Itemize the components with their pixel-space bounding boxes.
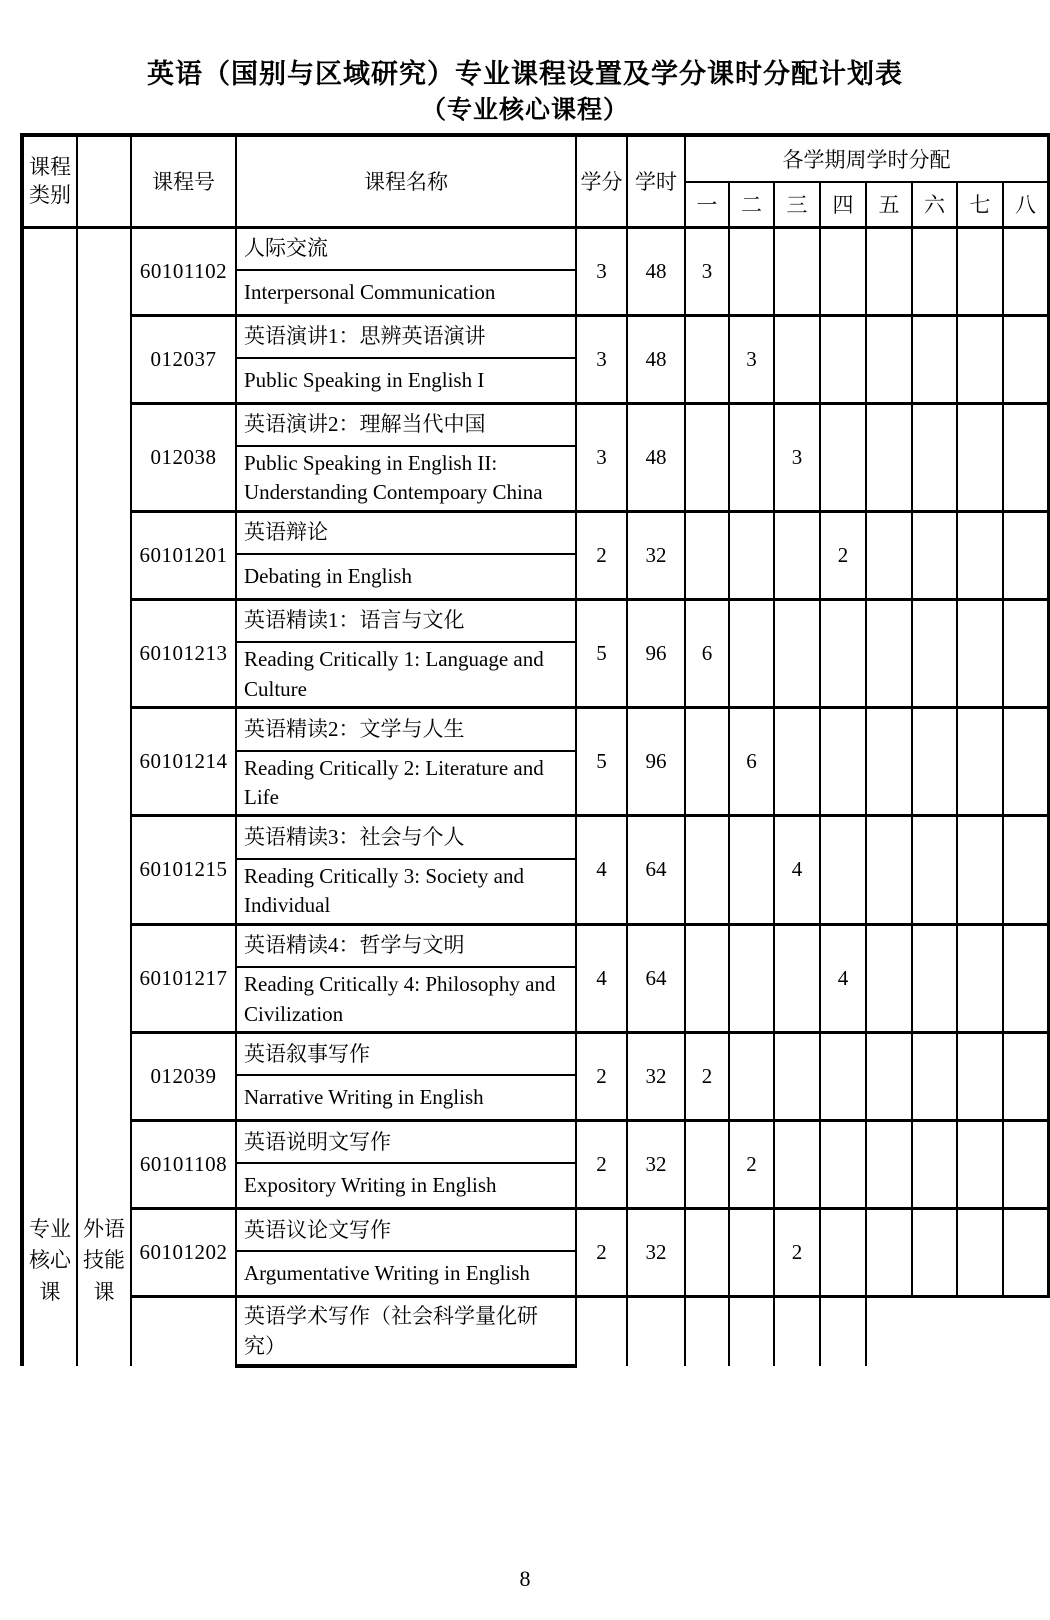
- sem-5-cell: [866, 511, 912, 599]
- credits-cell: 2: [576, 1120, 627, 1208]
- header-sem-4: 四: [820, 182, 866, 227]
- sem-6-cell: [912, 1120, 957, 1208]
- sem-8-cell: [1003, 511, 1049, 599]
- sem-3-cell: 3: [774, 403, 820, 511]
- course-no-cell: 60101202: [131, 1208, 236, 1296]
- sem-5-cell: [866, 1120, 912, 1208]
- sem-4-cell: [820, 1208, 866, 1296]
- sem-5-cell: [866, 599, 912, 707]
- hours-cell: [627, 1296, 685, 1366]
- course-table-header: [22, 135, 1049, 227]
- sem-6-cell: [912, 816, 957, 924]
- sem-8-cell: [1003, 315, 1049, 403]
- page-title: 英语（国别与区域研究）专业课程设置及学分课时分配计划表: [147, 59, 903, 89]
- sem-5-cell: [866, 816, 912, 924]
- header-course-no: 课程号: [131, 135, 236, 227]
- course-name-zh: 英语说明文写作: [236, 1120, 576, 1163]
- sem-8-cell: [1003, 403, 1049, 511]
- sem-5-cell: [866, 315, 912, 403]
- header-sem-6: 六: [912, 182, 957, 227]
- sem-1-cell: [685, 403, 729, 511]
- sem-6-cell: [912, 1208, 957, 1296]
- sem-1-cell: [685, 1120, 729, 1208]
- sem-6-cell: [912, 1032, 957, 1120]
- course-name-zh: 英语演讲1：思辨英语演讲: [236, 315, 576, 358]
- header-hours: 学时: [627, 135, 685, 227]
- sem-2-cell: 2: [729, 1120, 774, 1208]
- sem-8-cell: [1003, 599, 1049, 707]
- sem-4-cell: [820, 227, 866, 315]
- sem-2-cell: [729, 403, 774, 511]
- sem-5-cell: [866, 227, 912, 315]
- sem-4-cell: 4: [820, 924, 866, 1032]
- hours-cell: 48: [627, 227, 685, 315]
- course-row: [22, 511, 1049, 554]
- header-subcategory: [77, 135, 131, 227]
- course-row: [22, 1208, 1049, 1251]
- sem-1-cell: 6: [685, 599, 729, 707]
- sem-7-cell: [957, 708, 1003, 816]
- sem-8-cell: [1003, 1032, 1049, 1120]
- course-row: [22, 403, 1049, 446]
- course-row: [22, 708, 1049, 751]
- sem-4-cell: [820, 1120, 866, 1208]
- course-no-cell: 60101217: [131, 924, 236, 1032]
- header-category: [22, 135, 77, 227]
- sem-3-cell: 4: [774, 816, 820, 924]
- credits-cell: 2: [576, 1032, 627, 1120]
- credits-cell: 5: [576, 599, 627, 707]
- sem-3-cell: [774, 511, 820, 599]
- course-row: [22, 1032, 1049, 1075]
- hours-cell: 32: [627, 1208, 685, 1296]
- sem-3-cell: [774, 599, 820, 707]
- category-sub-cell: [77, 227, 131, 1366]
- category-main-cell: [22, 227, 77, 1366]
- course-name-en: Public Speaking in English II: Understanding Contempoary China: [236, 446, 576, 511]
- sem-2-cell: [729, 924, 774, 1032]
- hours-cell: 48: [627, 403, 685, 511]
- sem-5-cell: [866, 708, 912, 816]
- course-name-en: Reading Critically 1: Language and Culture: [236, 642, 576, 707]
- course-row-partial: [22, 1296, 1049, 1366]
- hours-cell: 32: [627, 1032, 685, 1120]
- course-no-cell: 012039: [131, 1032, 236, 1120]
- sem-7-cell: [957, 1296, 1003, 1366]
- sem-3-cell: [774, 1296, 820, 1366]
- course-name-zh: 英语精读3：社会与个人: [236, 816, 576, 859]
- header-sem-8: 八: [1003, 182, 1049, 227]
- category-main-label: 专业核心课: [29, 1216, 71, 1304]
- credits-cell: 3: [576, 403, 627, 511]
- sem-8-cell: [1003, 1120, 1049, 1208]
- sem-2-cell: [729, 1208, 774, 1296]
- sem-4-cell: 2: [820, 511, 866, 599]
- sem-7-cell: [957, 599, 1003, 707]
- course-no-cell: 60101102: [131, 227, 236, 315]
- sem-3-cell: [774, 924, 820, 1032]
- sem-2-cell: 6: [729, 708, 774, 816]
- category-sub-label: 外语技能课: [83, 1216, 125, 1304]
- hours-cell: 64: [627, 816, 685, 924]
- course-name-zh: 英语精读1：语言与文化: [236, 599, 576, 642]
- course-name-en: Interpersonal Communication: [236, 270, 576, 315]
- course-name-zh: 人际交流: [236, 227, 576, 270]
- sem-8-cell: [1003, 227, 1049, 315]
- course-row: [22, 227, 1049, 270]
- header-sem-2: 二: [729, 182, 774, 227]
- sem-3-cell: 2: [774, 1208, 820, 1296]
- sem-3-cell: [774, 315, 820, 403]
- sem-2-cell: [729, 511, 774, 599]
- sem-1-cell: [685, 816, 729, 924]
- sem-1-cell: [685, 708, 729, 816]
- credits-cell: 2: [576, 1208, 627, 1296]
- credits-cell: 4: [576, 924, 627, 1032]
- sem-6-cell: [912, 924, 957, 1032]
- sem-3-cell: [774, 1032, 820, 1120]
- course-name-zh: 英语演讲2：理解当代中国: [236, 403, 576, 446]
- sem-1-cell: 3: [685, 227, 729, 315]
- course-name-en: Expository Writing in English: [236, 1163, 576, 1208]
- course-row: [22, 315, 1049, 358]
- sem-2-cell: [729, 227, 774, 315]
- header-semester-group: 各学期周学时分配: [685, 135, 1049, 182]
- header-sem-3: 三: [774, 182, 820, 227]
- sem-6-cell: [912, 511, 957, 599]
- sem-2-cell: [729, 816, 774, 924]
- sem-6-cell: [912, 1296, 957, 1366]
- course-name-zh: 英语精读2：文学与人生: [236, 708, 576, 751]
- page-subtitle: （专业核心课程）: [420, 97, 629, 124]
- sem-4-cell: [820, 1296, 866, 1366]
- sem-7-cell: [957, 924, 1003, 1032]
- sem-7-cell: [957, 1120, 1003, 1208]
- sem-8-cell: [1003, 1208, 1049, 1296]
- course-no-cell: 60101108: [131, 1120, 236, 1208]
- sem-7-cell: [957, 511, 1003, 599]
- credits-cell: 4: [576, 816, 627, 924]
- sem-5-cell: [866, 1208, 912, 1296]
- hours-cell: 64: [627, 924, 685, 1032]
- sem-5-cell: [866, 1032, 912, 1120]
- course-row: [22, 924, 1049, 967]
- sem-8-cell: [1003, 924, 1049, 1032]
- header-sem-5: 五: [866, 182, 912, 227]
- course-no-cell: 60101201: [131, 511, 236, 599]
- sem-1-cell: [685, 315, 729, 403]
- course-name-zh: 英语议论文写作: [236, 1208, 576, 1251]
- sem-2-cell: 3: [729, 315, 774, 403]
- sem-4-cell: [820, 599, 866, 707]
- course-name-zh: 英语辩论: [236, 511, 576, 554]
- credits-cell: 3: [576, 227, 627, 315]
- sem-8-cell: [1003, 708, 1049, 816]
- sem-7-cell: [957, 227, 1003, 315]
- header-sem-1: 一: [685, 182, 729, 227]
- course-name-zh: 英语叙事写作: [236, 1032, 576, 1075]
- sem-1-cell: [685, 1296, 729, 1366]
- sem-2-cell: [729, 1032, 774, 1120]
- sem-1-cell: [685, 924, 729, 1032]
- sem-4-cell: [820, 403, 866, 511]
- course-no-cell: 012037: [131, 315, 236, 403]
- credits-cell: 3: [576, 315, 627, 403]
- sem-5-cell: [866, 924, 912, 1032]
- sem-4-cell: [820, 1032, 866, 1120]
- sem-4-cell: [820, 708, 866, 816]
- sem-3-cell: [774, 227, 820, 315]
- course-name-en: Narrative Writing in English: [236, 1075, 576, 1120]
- hours-cell: 48: [627, 315, 685, 403]
- sem-5-cell: [866, 1296, 912, 1366]
- page-number: 8: [519, 1566, 531, 1591]
- header-category-label: 课程类别: [29, 154, 71, 208]
- sem-1-cell: [685, 1208, 729, 1296]
- sem-7-cell: [957, 1208, 1003, 1296]
- course-no-cell: 012038: [131, 403, 236, 511]
- credits-cell: 5: [576, 708, 627, 816]
- hours-cell: 32: [627, 511, 685, 599]
- sem-6-cell: [912, 599, 957, 707]
- hours-cell: 96: [627, 599, 685, 707]
- course-no-cell: [131, 1296, 236, 1366]
- sem-7-cell: [957, 315, 1003, 403]
- sem-6-cell: [912, 403, 957, 511]
- sem-7-cell: [957, 403, 1003, 511]
- credits-cell: [576, 1296, 627, 1366]
- sem-1-cell: 2: [685, 1032, 729, 1120]
- credits-cell: 2: [576, 511, 627, 599]
- course-row: [22, 1120, 1049, 1163]
- sem-3-cell: [774, 708, 820, 816]
- course-row: [22, 599, 1049, 642]
- sem-3-cell: [774, 1120, 820, 1208]
- sem-4-cell: [820, 315, 866, 403]
- course-no-cell: 60101214: [131, 708, 236, 816]
- sem-4-cell: [820, 816, 866, 924]
- course-name-zh: 英语精读4：哲学与文明: [236, 924, 576, 967]
- course-no-cell: 60101213: [131, 599, 236, 707]
- course-table-body: [22, 227, 1049, 1366]
- header-sem-7: 七: [957, 182, 1003, 227]
- sem-6-cell: [912, 708, 957, 816]
- sem-7-cell: [957, 1032, 1003, 1120]
- sem-7-cell: [957, 816, 1003, 924]
- sem-2-cell: [729, 599, 774, 707]
- course-row: [22, 816, 1049, 859]
- course-name-en: Public Speaking in English I: [236, 358, 576, 403]
- course-name-en: Reading Critically 2: Literature and Life: [236, 751, 576, 816]
- course-table: [20, 133, 1050, 1368]
- course-no-cell: 60101215: [131, 816, 236, 924]
- sem-5-cell: [866, 403, 912, 511]
- course-name-en: Reading Critically 3: Society and Individual: [236, 859, 576, 924]
- course-name-zh: [236, 1296, 576, 1366]
- header-credits: 学分: [576, 135, 627, 227]
- header-course-name: 课程名称: [236, 135, 576, 227]
- course-name-en: Debating in English: [236, 554, 576, 599]
- hours-cell: 96: [627, 708, 685, 816]
- sem-1-cell: [685, 511, 729, 599]
- sem-6-cell: [912, 315, 957, 403]
- sem-2-cell: [729, 1296, 774, 1366]
- course-name-en: Reading Critically 4: Philosophy and Civilization: [236, 967, 576, 1032]
- hours-cell: 32: [627, 1120, 685, 1208]
- sem-8-cell: [1003, 816, 1049, 924]
- course-name-zh-text: 英语学术写作（社会科学量化研究）: [244, 1303, 538, 1359]
- sem-8-cell: [1003, 1296, 1049, 1366]
- sem-6-cell: [912, 227, 957, 315]
- course-name-en: Argumentative Writing in English: [236, 1251, 576, 1296]
